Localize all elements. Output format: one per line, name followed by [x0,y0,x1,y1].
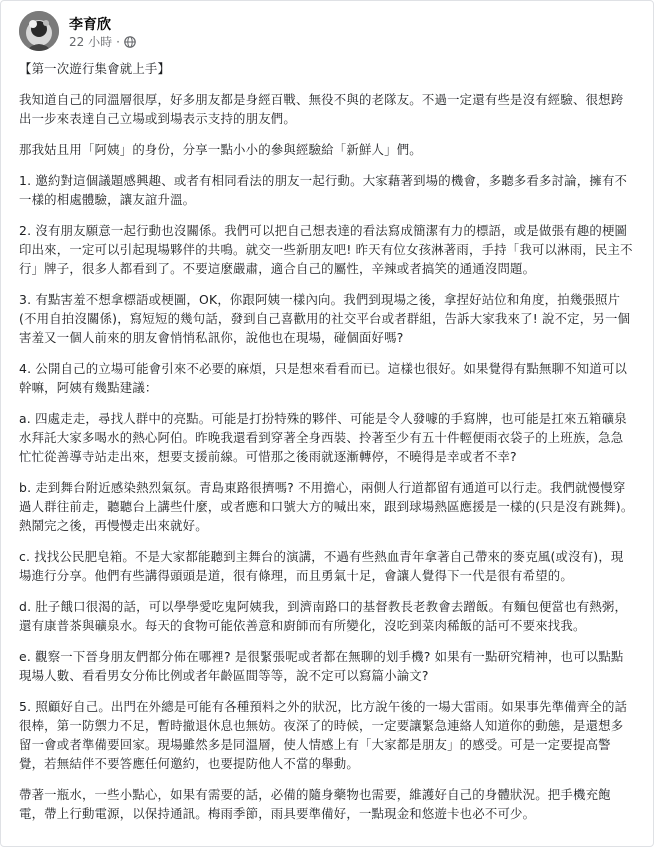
author-name[interactable]: 李育欣 [69,17,111,33]
globe-icon [124,36,136,48]
post-paragraph: e. 觀察一下晉身朋友們都分佈在哪裡? 是很緊張呢或者都在無聊的划手機? 如果有一點研究精神，也可以點點現場人數、看看男女分佈比例或者年齡區間等等，說不定可以寫篇小論文? [19,649,624,683]
post-paragraph: 我知道自己的同溫層很厚，好多朋友都是身經百戰、無役不與的老隊友。不過一定還有些是沒有經驗、很想跨出一步來表達自己立場或到場表示支持的朋友們。 [19,92,624,126]
post-paragraph: 3. 有點害羞不想拿標語或梗圖，OK，你跟阿姨一樣內向。我們到現場之後，拿捏好站位和角度，拍幾張照片(不用自拍沒關係)，寫短短的幾句話，發到自己喜歡用的社交平台或者群組，告訴大家我來了! 說不定，另一個害羞又一個人前來的朋友會悄悄私訊你，說他也在現場，碰個面好嗎? [19,292,631,345]
post-paragraph: 5. 照顧好自己。出門在外總是可能有各種預料之外的狀況，比方說午後的一場大雷雨。如果事先準備齊全的話很棒，第一防禦力不足，暫時撤退休息也無妨。夜深了的時候，一定要讓緊急連絡人知道你的動態，是還想多留一會或者準備要回家。現場雖然多是同溫層，使人情感上有「大家都是朋友」的感受。可是一定要提高警覺，若無結伴不要答應任何邀約，也要提防他人不當的舉動。 [19,699,628,771]
post-paragraph: b. 走到舞台附近感染熱烈氣氛。青島東路很擠嗎? 不用擔心，兩側人行道都留有通道可以行走。我們就慢慢穿過人群往前走，聽聽台上講些什麼，或者應和口號大方的喊出來，跟到球場熱區應援是一樣的(只是沒有跳舞)。熱鬧完之後，再慢慢走出來就好。 [19,480,634,533]
post-paragraph: 4. 公開自己的立場可能會引來不必要的麻煩，只是想來看看而已。這樣也很好。如果覺得有點無聊不知道可以幹嘛，阿姨有幾點建議： [19,361,628,395]
post-meta [69,33,136,50]
post-paragraph: c. 找找公民肥皂箱。不是大家都能聽到主舞台的演講，不過有些熱血青年拿著自己帶來的麥克風(或沒有)，現場進行分享。他們有些講得頭頭是道，很有條理，而且勇氣十足，會讓人覺得下一代是很有希望的。 [19,549,624,583]
post-paragraph: 那我姑且用「阿姨」的身份，分享一點小小的參與經驗給「新鮮人」們。 [19,142,422,157]
post-paragraph: d. 肚子餓口很渴的話，可以學學愛吃鬼阿姨我，到濟南路口的基督教長老教會去蹭飯。有麵包便當也有熱粥，還有康普茶與礦泉水。每天的食物可能依善意和廚師而有所變化，沒吃到菜肉稀飯的話可不要來找我。 [19,599,628,633]
post-header [19,11,639,55]
post-paragraph: 帶著一瓶水，一些小點心，如果有需要的話，必備的隨身藥物也需要，維護好自己的身體狀況。把手機充飽電，帶上行動電源，以保持通訊。梅雨季節，雨具要準備好，一點現金和悠遊卡也必不可少。 [19,787,611,821]
post-paragraph: 1. 邀約對這個議題感興趣、或者有相同看法的朋友一起行動。大家藉著到場的機會，多聽多看多討論，擁有不一樣的相處體驗，讓友誼升溫。 [19,173,628,207]
post-paragraph: 2. 沒有朋友願意一起行動也沒關係。我們可以把自己想表達的看法寫成簡潔有力的標語，或是做張有趣的梗圖印出來，一定可以引起現場夥伴的共鳴。就交一些新朋友吧! 昨天有位女孩淋著雨，手持「我可以淋雨，民主不行」牌子，很多人都看到了。不要這麼嚴肅，適合自己的屬性，辛辣或者搞笑的通通沒問題。 [19,223,633,276]
avatar-image [19,11,59,51]
facebook-post [1,1,654,848]
post-paragraph: a. 四處走走，尋找人群中的亮點。可能是打扮特殊的夥伴、可能是令人發噱的手寫牌，也可能是扛來五箱礦泉水拜託大家多喝水的熱心阿伯。昨晚我還看到穿著全身西裝、拎著至少有五十件輕便雨衣袋子的上班族，急急忙忙從善導寺站走出來，想要支援前線。可惜那之後雨就逐漸轉停，不曉得是幸或者不幸? [19,411,627,464]
post-title: 【第一次遊行集會就上手】 [19,61,171,76]
avatar[interactable] [19,11,59,51]
post-body [19,59,635,835]
meta-separator: · [116,34,120,49]
post-time[interactable]: 22 小時 [69,35,113,49]
